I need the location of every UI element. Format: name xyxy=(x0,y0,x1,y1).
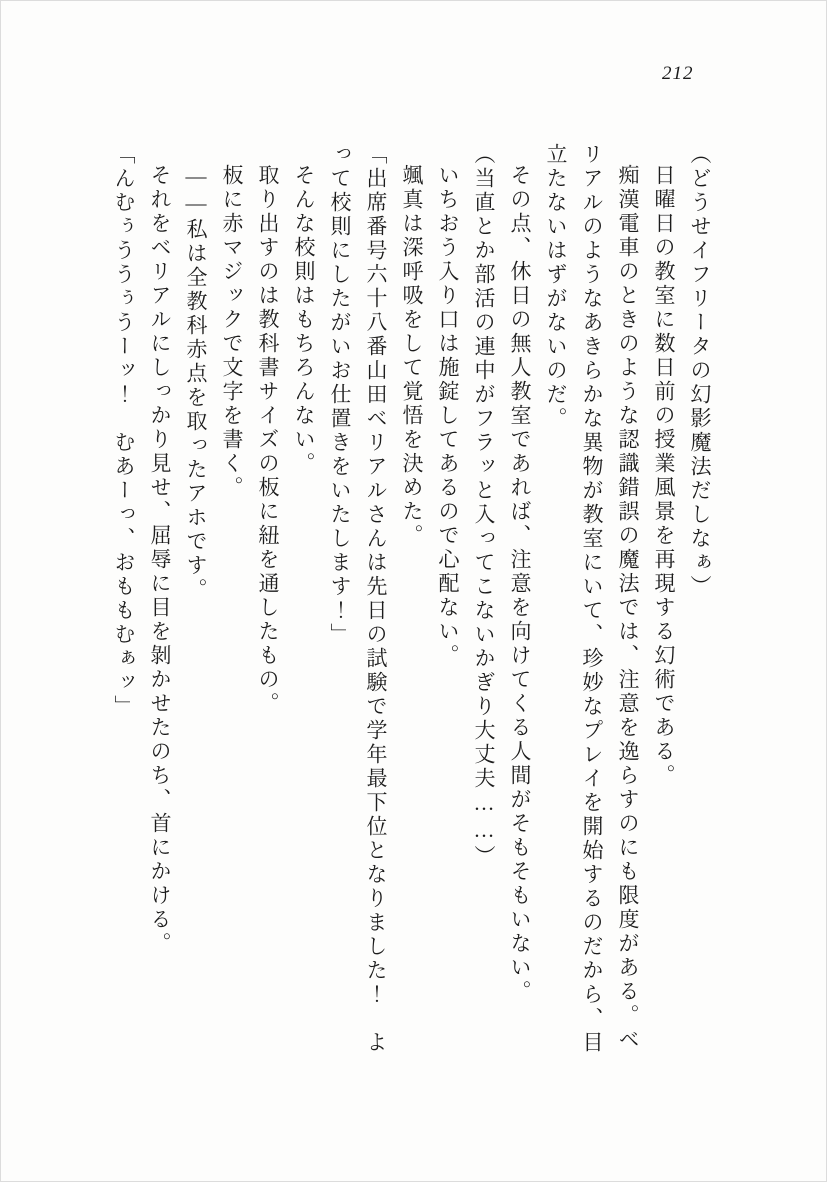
paragraph: ――私は全教科赤点を取ったアホです。 xyxy=(184,164,208,602)
paragraph: 「出席番号六十八番山田ベリアルさんは先日の試験で学年最下位となりました！ よって校則にしたがいお仕置きをいたします！」 xyxy=(328,143,388,1055)
paragraph: 板に赤マジックで文字を書く。 xyxy=(220,164,244,500)
paragraph: 痴漢電車のときのような認識錯誤の魔法では、注意を逸らすのにも限度がある。ベリアルのようなあきらかな異物が教室にいて、珍妙なプレイを開始するのだから、目立たないはずがないのだ。 xyxy=(544,143,640,1055)
paragraph: （当直とか部活の連中がフラッと入ってこないかぎり大丈夫……） xyxy=(472,143,496,869)
paragraph: それをベリアルにしっかり見せ、屈辱に目を剝かせたのち、首にかける。 xyxy=(148,164,172,956)
paragraph: その点、休日の無人教室であれば、注意を向けてくる人間がそもそもいない。 xyxy=(508,164,532,1004)
paragraph: いちおう入り口は施錠してあるので心配ない。 xyxy=(436,164,460,668)
paragraph: （どうせイフリータの幻影魔法だしなぁ） xyxy=(688,143,712,599)
page-number: 212 xyxy=(662,63,694,84)
paragraph: 颯真は深呼吸をして覚悟を決めた。 xyxy=(400,164,424,548)
paragraph: 日曜日の教室に数日前の授業風景を再現する幻術である。 xyxy=(652,164,676,788)
paragraph: そんな校則はもちろんない。 xyxy=(292,164,316,476)
paragraph: 取り出すのは教科書サイズの板に紐を通したもの。 xyxy=(256,164,280,716)
paragraph: 「んむぅううぅうーッ！ むあーっ、おももむぁッ」 xyxy=(112,143,136,719)
body-text xyxy=(106,143,718,1059)
